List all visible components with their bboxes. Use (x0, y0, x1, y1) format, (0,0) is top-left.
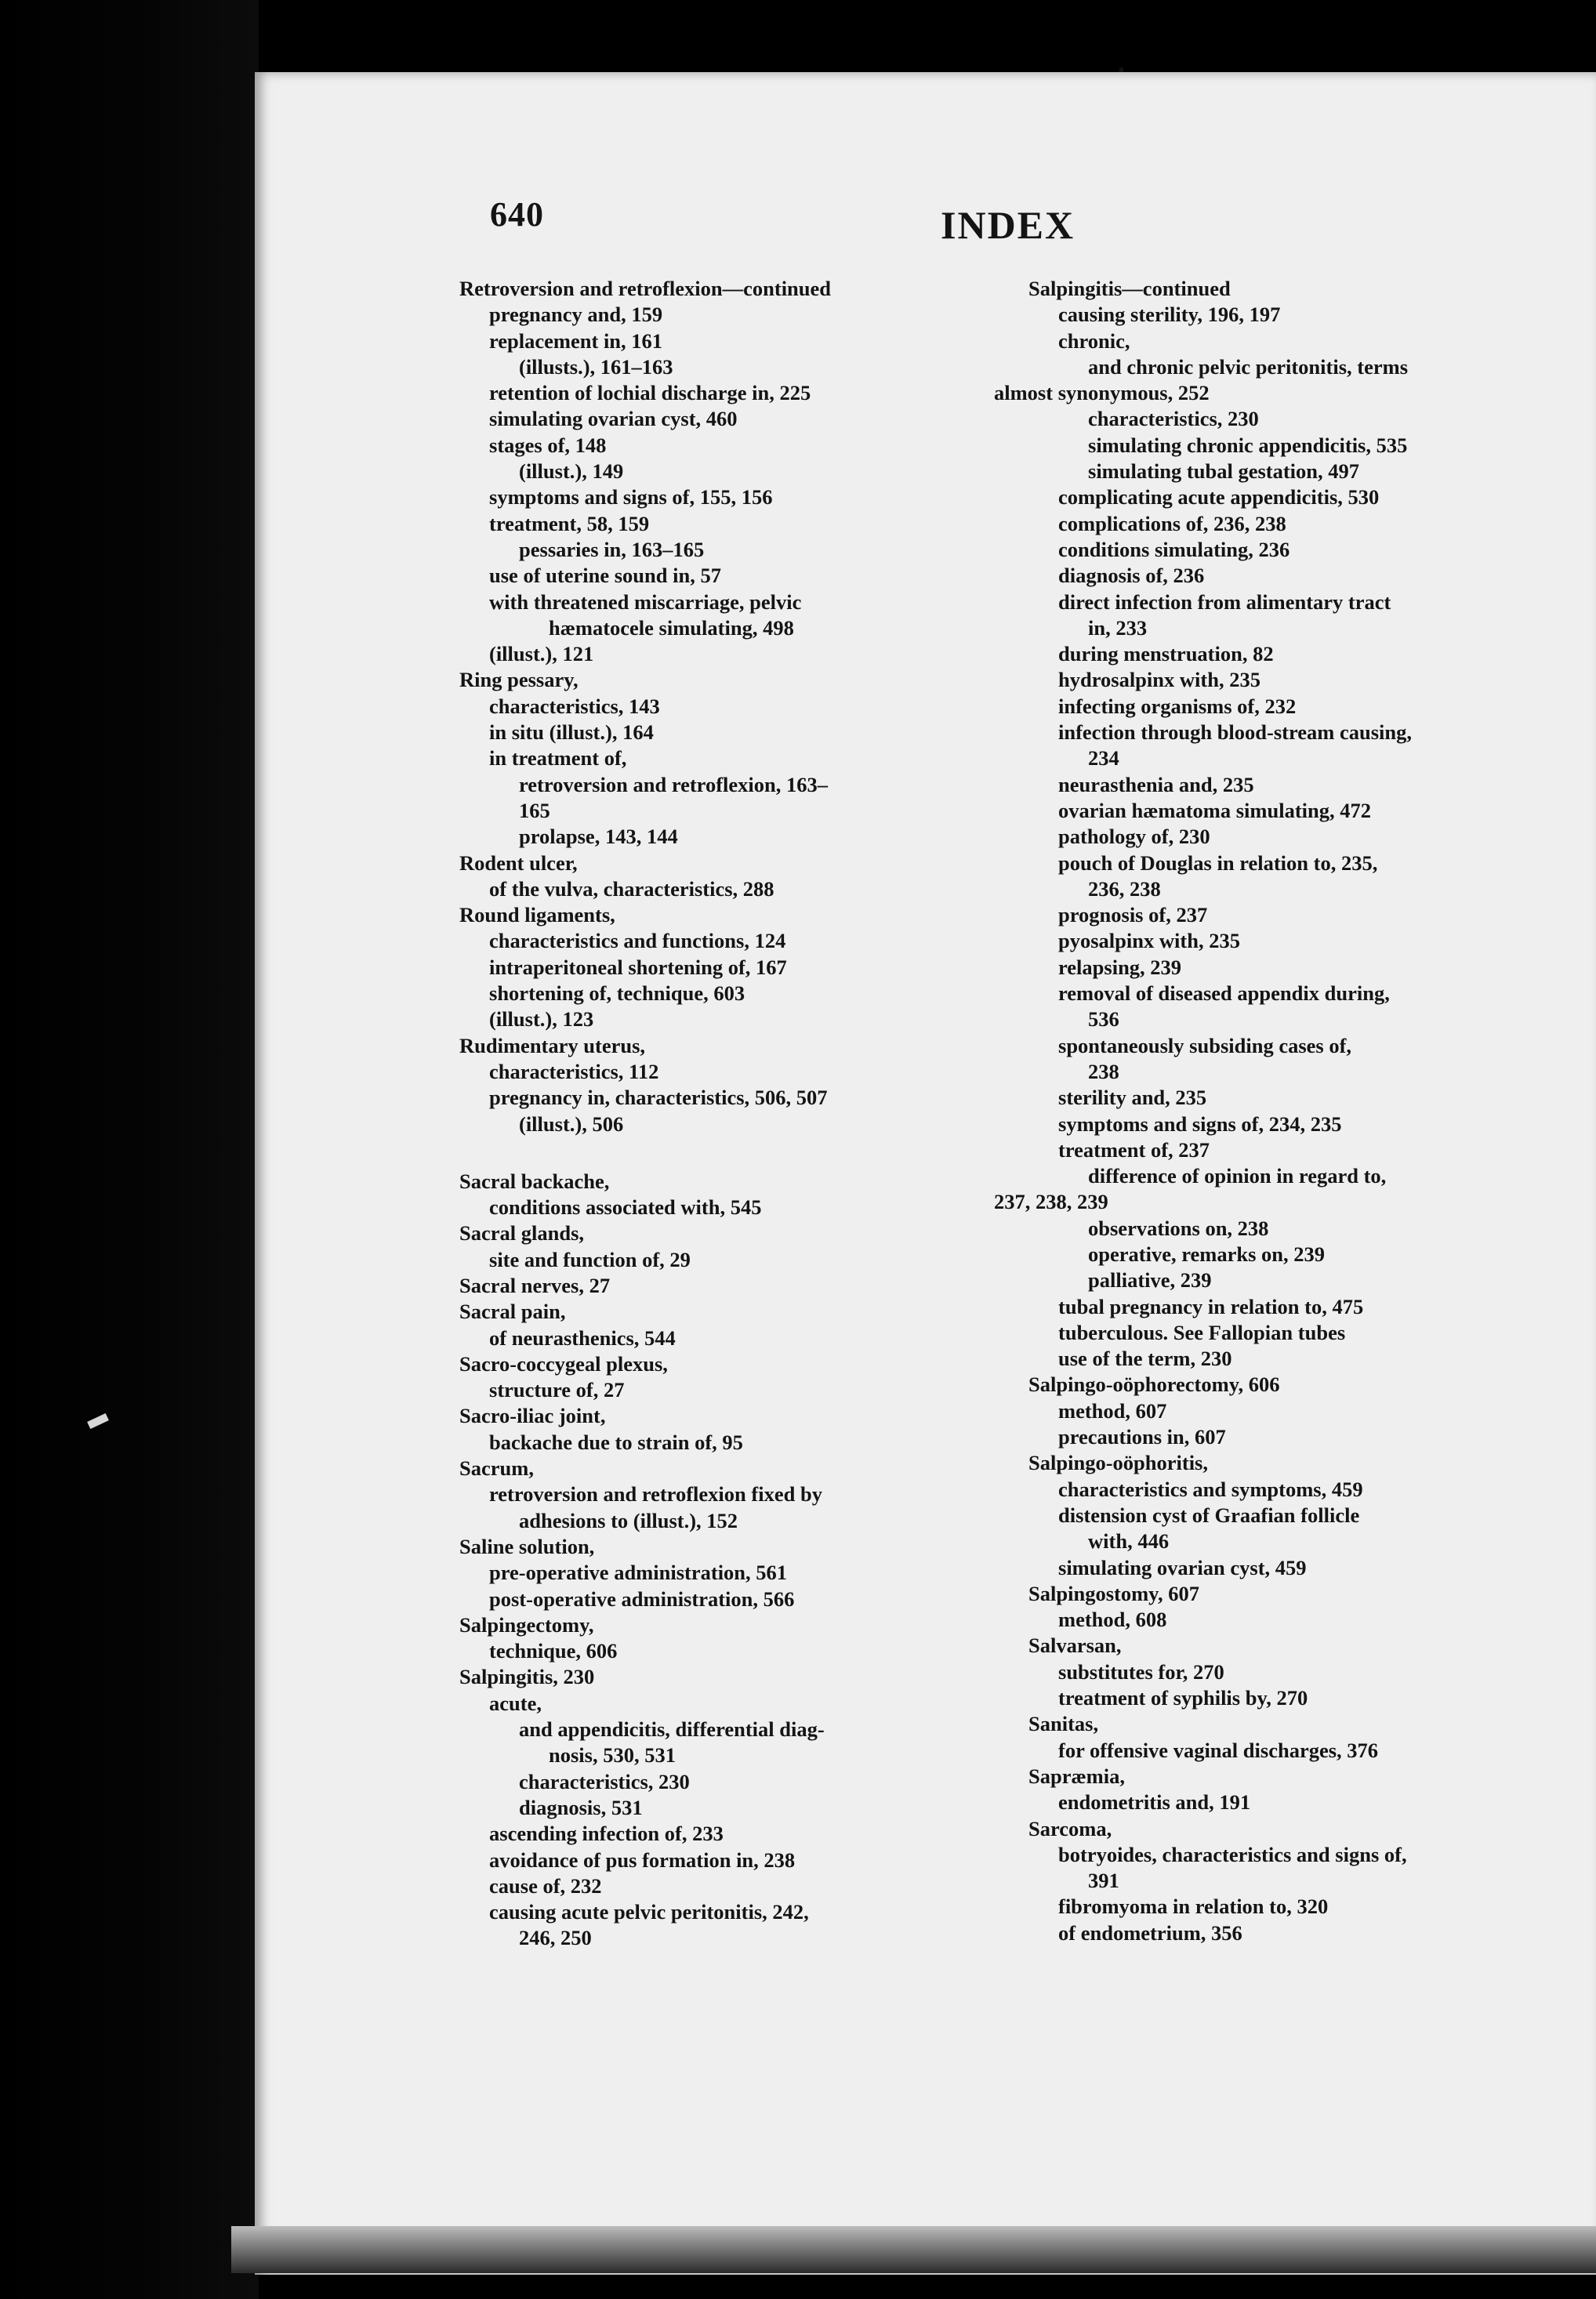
index-subentry: observations on, 238 (1088, 1216, 1269, 1240)
index-subentry: 391 (1088, 1869, 1119, 1893)
index-subentry: 237, 238, 239 (994, 1190, 1108, 1214)
index-subentry: conditions associated with, 545 (489, 1195, 762, 1220)
index-subentry: in treatment of, (489, 746, 627, 771)
index-subentry: (illust.), 149 (519, 459, 624, 484)
index-subentry: hydrosalpinx with, 235 (1058, 668, 1260, 692)
index-subentry: technique, 606 (489, 1639, 618, 1663)
index-heading: Salpingitis—continued (1028, 277, 1231, 300)
index-subentry: for offensive vaginal discharges, 376 (1058, 1738, 1379, 1762)
index-subentry: pathology of, 230 (1058, 825, 1210, 849)
index-subentry: retroversion and retroflexion fixed by (489, 1482, 822, 1507)
index-subentry: post-operative administration, 566 (489, 1586, 795, 1611)
index-subentry: pregnancy and, 159 (489, 303, 663, 327)
index-subentry: simulating tubal gestation, 497 (1088, 459, 1360, 484)
index-subentry: stages of, 148 (489, 433, 607, 457)
index-subentry: direct infection from alimentary tract (1058, 589, 1391, 614)
index-heading: Sacro-coccygeal plexus, (459, 1351, 668, 1376)
index-subentry: 238 (1088, 1059, 1119, 1083)
index-subentry: 536 (1088, 1007, 1119, 1032)
index-heading: Salpingitis, 230 (459, 1665, 595, 1689)
index-subentry: (illusts.), 161–163 (519, 354, 673, 379)
index-subentry: relapsing, 239 (1058, 955, 1182, 979)
index-heading: Sacrum, (459, 1456, 534, 1481)
index-subentry: with, 446 (1088, 1529, 1170, 1554)
index-heading: Salpingo-oöphoritis, (1028, 1451, 1208, 1475)
index-subentry: 165 (519, 798, 550, 822)
index-subentry: avoidance of pus formation in, 238 (489, 1848, 796, 1872)
index-subentry: replacement in, 161 (489, 328, 663, 353)
index-subentry: distension cyst of Graafian follicle (1058, 1503, 1360, 1527)
index-subentry: characteristics, 112 (489, 1059, 659, 1083)
index-subentry: (illust.), 123 (489, 1007, 594, 1032)
index-subentry: prolapse, 143, 144 (519, 825, 678, 849)
index-subentry: method, 608 (1058, 1608, 1167, 1632)
index-heading: Salvarsan, (1028, 1634, 1122, 1658)
index-subentry: and chronic pelvic peritonitis, terms (1088, 354, 1409, 379)
index-subentry: during menstruation, 82 (1058, 642, 1274, 666)
index-heading: Sacral nerves, 27 (459, 1273, 611, 1297)
index-heading: Sacral pain, (459, 1300, 566, 1324)
index-subentry: in situ (illust.), 164 (489, 720, 654, 745)
index-heading: Sanitas, (1028, 1712, 1099, 1736)
index-heading: Sacral backache, (459, 1169, 610, 1193)
index-heading: Salpingostomy, 607 (1028, 1581, 1199, 1605)
index-subentry: symptoms and signs of, 155, 156 (489, 485, 773, 509)
index-subentry: difference of opinion in regard to, (1088, 1164, 1387, 1188)
index-subentry: removal of diseased appendix during, (1058, 981, 1390, 1006)
index-subentry: intraperitoneal shortening of, 167 (489, 955, 787, 979)
index-subentry: fibromyoma in relation to, 320 (1058, 1895, 1329, 1919)
index-subentry: method, 607 (1058, 1398, 1167, 1423)
index-subentry: precautions in, 607 (1058, 1425, 1226, 1449)
index-heading: Round ligaments, (459, 903, 615, 927)
page-bottom-edge (231, 2226, 1596, 2273)
page-number: 640 (490, 195, 544, 234)
index-subentry: of neurasthenics, 544 (489, 1325, 676, 1350)
index-subentry: causing sterility, 196, 197 (1058, 303, 1281, 327)
index-heading: Sacro-iliac joint, (459, 1404, 606, 1428)
index-subentry: site and function of, 29 (489, 1247, 691, 1271)
index-subentry: treatment, 58, 159 (489, 511, 650, 535)
section-gap (459, 1137, 977, 1169)
index-heading: Rodent ulcer, (459, 850, 578, 875)
index-subentry: pregnancy in, characteristics, 506, 507 (489, 1086, 828, 1110)
index-subentry: of the vulva, characteristics, 288 (489, 876, 774, 901)
index-subentry: characteristics and symptoms, 459 (1058, 1477, 1363, 1501)
index-subentry: use of uterine sound in, 57 (489, 564, 721, 588)
index-subentry: hæmatocele simulating, 498 (549, 615, 794, 640)
index-subentry: characteristics, 143 (489, 694, 660, 718)
index-subentry: backache due to strain of, 95 (489, 1430, 743, 1454)
index-subentry: retention of lochial discharge in, 225 (489, 381, 811, 405)
index-subentry: symptoms and signs of, 234, 235 (1058, 1111, 1342, 1136)
index-subentry: with threatened miscarriage, pelvic (489, 589, 802, 614)
index-subentry: palliative, 239 (1088, 1268, 1212, 1293)
index-subentry: tuberculous. See Fallopian tubes (1058, 1320, 1346, 1344)
index-subentry: substitutes for, 270 (1058, 1659, 1224, 1684)
index-subentry: treatment of, 237 (1058, 1137, 1210, 1162)
index-subentry: complicating acute appendicitis, 530 (1058, 485, 1380, 509)
index-heading: Saline solution, (459, 1534, 595, 1558)
index-subentry: infecting organisms of, 232 (1058, 694, 1297, 718)
index-heading: Ring pessary, (459, 668, 579, 692)
index-heading: Sapræmia, (1028, 1764, 1125, 1788)
index-heading: Sacral glands, (459, 1221, 585, 1246)
index-subentry: characteristics and functions, 124 (489, 929, 786, 953)
index-subentry: ascending infection of, 233 (489, 1822, 724, 1846)
index-heading: Retroversion and retroflexion—continued (459, 277, 832, 300)
index-subentry: (illust.), 121 (489, 642, 594, 666)
index-subentry: cause of, 232 (489, 1873, 602, 1898)
index-subentry: simulating chronic appendicitis, 535 (1088, 433, 1408, 457)
index-subentry: (illust.), 506 (519, 1111, 624, 1136)
index-subentry: spontaneously subsiding cases of, (1058, 1033, 1352, 1057)
index-subentry: nosis, 530, 531 (549, 1743, 676, 1768)
index-subentry: operative, remarks on, 239 (1088, 1242, 1326, 1266)
index-subentry: pyosalpinx with, 235 (1058, 929, 1240, 953)
index-column-left (459, 276, 977, 1952)
index-subentry: retroversion and retroflexion, 163– (519, 772, 829, 796)
index-column-right (994, 276, 1511, 1946)
index-subentry: 234 (1088, 746, 1119, 771)
index-subentry: almost synonymous, 252 (994, 381, 1210, 405)
index-subentry: diagnosis of, 236 (1058, 564, 1205, 588)
index-subentry: diagnosis, 531 (519, 1795, 643, 1819)
index-subentry: sterility and, 235 (1058, 1086, 1207, 1110)
index-subentry: of endometrium, 356 (1058, 1920, 1242, 1945)
index-subentry: neurasthenia and, 235 (1058, 772, 1254, 796)
index-subentry: adhesions to (illust.), 152 (519, 1508, 738, 1532)
index-subentry: 236, 238 (1088, 876, 1161, 901)
index-subentry: causing acute pelvic peritonitis, 242, (489, 1900, 809, 1924)
index-heading: Salpingectomy, (459, 1612, 594, 1637)
index-subentry: pre-operative administration, 561 (489, 1561, 788, 1585)
index-subentry: characteristics, 230 (519, 1769, 690, 1793)
running-head: INDEX (941, 203, 1075, 247)
index-heading: Rudimentary uterus, (459, 1033, 646, 1057)
index-subentry: acute, (489, 1691, 542, 1715)
index-subentry: treatment of syphilis by, 270 (1058, 1686, 1308, 1710)
index-subentry: simulating ovarian cyst, 459 (1058, 1555, 1307, 1579)
index-subentry: structure of, 27 (489, 1378, 625, 1402)
index-subentry: botryoides, characteristics and signs of, (1058, 1842, 1407, 1866)
index-subentry: shortening of, technique, 603 (489, 981, 745, 1006)
index-subentry: complications of, 236, 238 (1058, 511, 1286, 535)
index-subentry: chronic, (1058, 328, 1130, 353)
index-subentry: infection through blood-stream causing, (1058, 720, 1413, 745)
scan-background (0, 0, 259, 2299)
index-subentry: pouch of Douglas in relation to, 235, (1058, 850, 1378, 875)
index-subentry: and appendicitis, differential diag- (519, 1717, 825, 1742)
index-heading: Sarcoma, (1028, 1816, 1112, 1840)
index-subentry: ovarian hæmatoma simulating, 472 (1058, 798, 1371, 822)
index-subentry: endometritis and, 191 (1058, 1790, 1251, 1815)
index-heading: Salpingo-oöphorectomy, 606 (1028, 1373, 1280, 1397)
index-subentry: prognosis of, 237 (1058, 903, 1208, 927)
index-subentry: characteristics, 230 (1088, 407, 1259, 431)
index-subentry: 246, 250 (519, 1926, 592, 1950)
index-subentry: in, 233 (1088, 615, 1148, 640)
index-subentry: use of the term, 230 (1058, 1347, 1232, 1371)
index-subentry: tubal pregnancy in relation to, 475 (1058, 1294, 1364, 1318)
index-subentry: pessaries in, 163–165 (519, 537, 705, 561)
index-subentry: conditions simulating, 236 (1058, 537, 1290, 561)
index-subentry: simulating ovarian cyst, 460 (489, 407, 738, 431)
